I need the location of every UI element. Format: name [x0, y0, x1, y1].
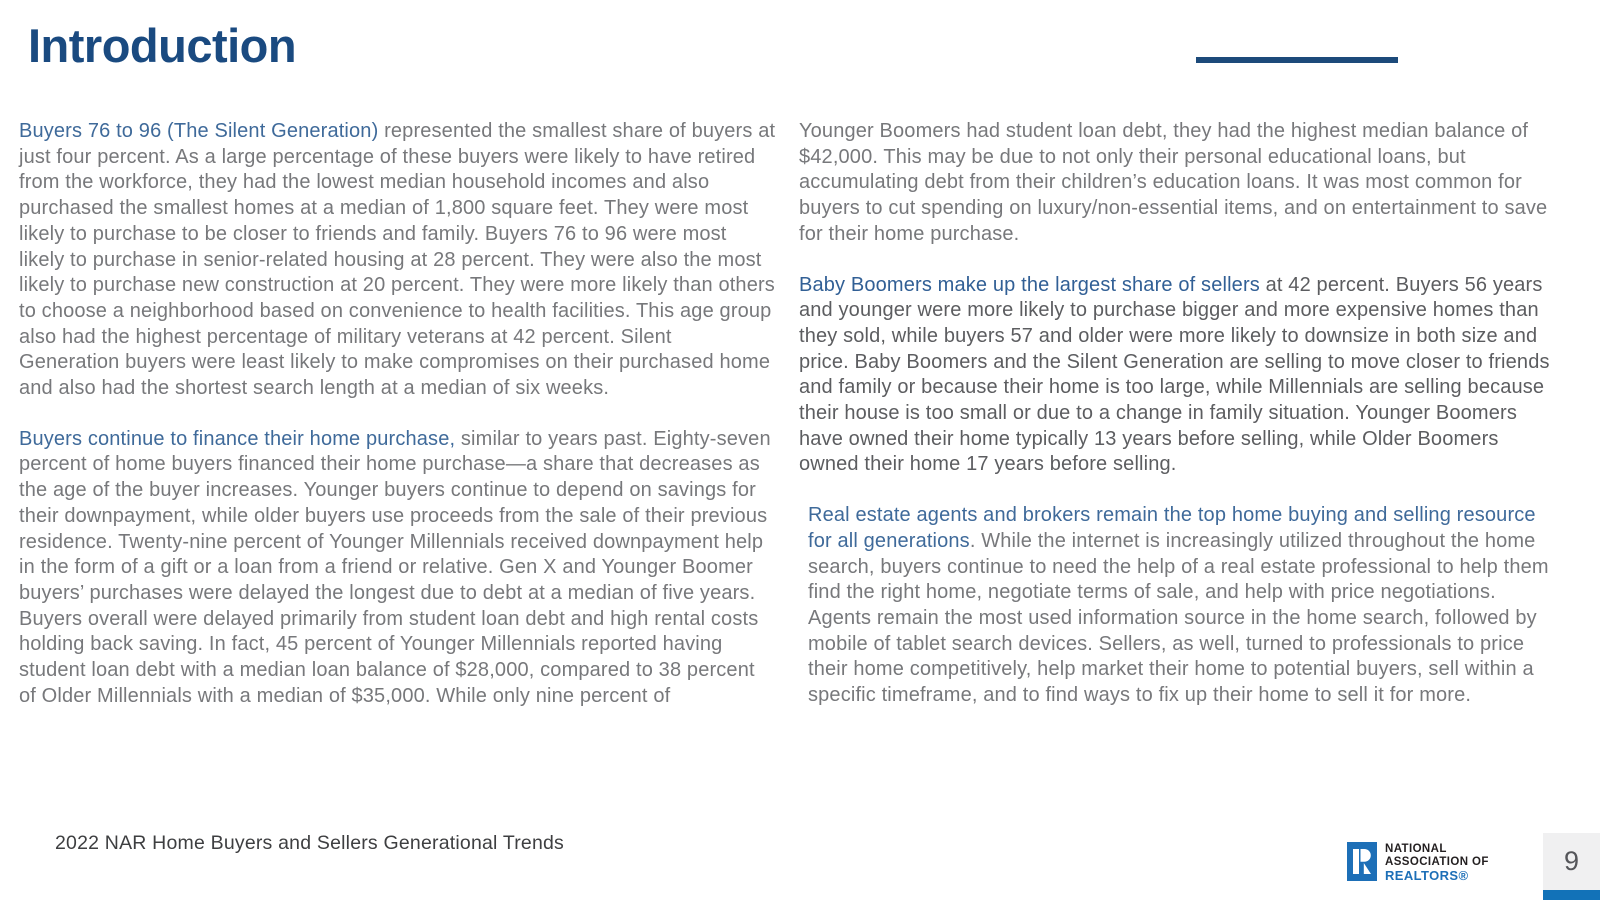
paragraph-financing	[19, 427, 777, 710]
paragraph-body: . While the internet is increasingly utilized throughout the home search, buyers continue to need the help of a real estate professional to help them find the right home, negotiate terms of sale, and help with price negotiations. Agents remain the most used information source in the home search, followed by mobile of tablet search devices. Sellers, as well, turned to professionals to price their home competitively, help market their home to potential buyers, sell within a specific timeframe, and to find ways to fix up their home to sell it for more.	[808, 529, 1549, 707]
nar-logo-r-icon	[1347, 842, 1377, 881]
paragraph-body: represented the smallest share of buyers at just four percent. As a large percentage of these buyers were likely to have retired from the workforce, they had the lowest median household incomes and also purchased the smallest homes at a median of 1,800 square feet. They were most likely to purchase to be closer to friends and family. Buyers 76 to 96 were most likely to purchase in senior-related housing at 28 percent. They were also the most likely to purchase new construction at 20 percent. They were more likely than others to choose a neighborhood based on convenience to health facilities. This age group also had the highest percentage of military veterans at 42 percent. Silent Generation buyers were least likely to make compromises on their purchased home and also had the shortest search length at a median of six weeks.	[19, 120, 776, 400]
paragraph-baby-boomers-sellers	[799, 273, 1557, 479]
paragraph-body: similar to years past. Eighty-seven percent of home buyers financed their home purchase—a share that decreases as the age of the buyer increases. Younger buyers continue to depend on savings for their downpayment, while older buyers use proceeds from the sale of their previous residence. Twenty-nine percent of Younger Millennials received downpayment help in the form of a gift or a loan from a friend or relative. Gen X and Younger Boomer buyers’ purchases were delayed the longest due to debt at a median of five years. Buyers overall were delayed primarily from student loan debt and high rental costs holding back saving. In fact, 45 percent of Younger Millennials reported having student loan debt with a median loan balance of $28,000, compared to 38 percent of Older Millennials with a median of $35,000. While only nine percent of	[19, 427, 771, 707]
paragraph-younger-boomers	[799, 119, 1557, 248]
footer-report-title: 2022 NAR Home Buyers and Sellers Generational Trends	[55, 832, 564, 854]
nar-logo-line2: ASSOCIATION OF	[1385, 856, 1489, 868]
paragraph-silent-generation	[19, 119, 777, 402]
nar-logo	[1347, 842, 1489, 883]
page-title: Introduction	[28, 19, 297, 72]
page-number-badge	[1543, 833, 1600, 890]
text-column-left	[19, 119, 777, 734]
text-column-right	[799, 119, 1557, 734]
nar-logo-text	[1385, 842, 1489, 883]
paragraph-body: at 42 percent. Buyers 56 years and younger were more likely to purchase bigger and more expensive homes than they sold, while buyers 57 and older were more likely to downsize in both size and price. Baby Boomers and the Silent Generation are selling to move closer to friends and family or because their home is too large, while Millennials are selling because their house is too small or due to a change in family situation. Younger Boomers have owned their home typically 13 years before selling, while Older Boomers owned their home 17 years before selling.	[799, 273, 1550, 476]
page-number: 9	[1563, 846, 1580, 876]
nar-logo-line1: NATIONAL	[1385, 843, 1447, 855]
title-accent-line	[1196, 57, 1398, 63]
paragraph-lead: Buyers 76 to 96 (The Silent Generation)	[19, 120, 379, 142]
paragraph-agents-brokers	[799, 503, 1557, 709]
paragraph-lead: Real estate agents and brokers remain the top home buying and selling resource for all generations	[808, 504, 1536, 552]
paragraph-body: Younger Boomers had student loan debt, they had the highest median balance of $42,000. This may be due to not only their personal educational loans, but accumulating debt from their children’s education loans. It was most common for buyers to cut spending on luxury/non-essential items, and on entertainment to save for their home purchase.	[799, 120, 1548, 245]
paragraph-lead: Buyers continue to finance their home purchase,	[19, 427, 456, 450]
nar-logo-line3: REALTORS®	[1385, 868, 1469, 883]
corner-accent-bar	[1543, 890, 1600, 900]
paragraph-lead: Baby Boomers make up the largest share of sellers	[799, 273, 1260, 296]
